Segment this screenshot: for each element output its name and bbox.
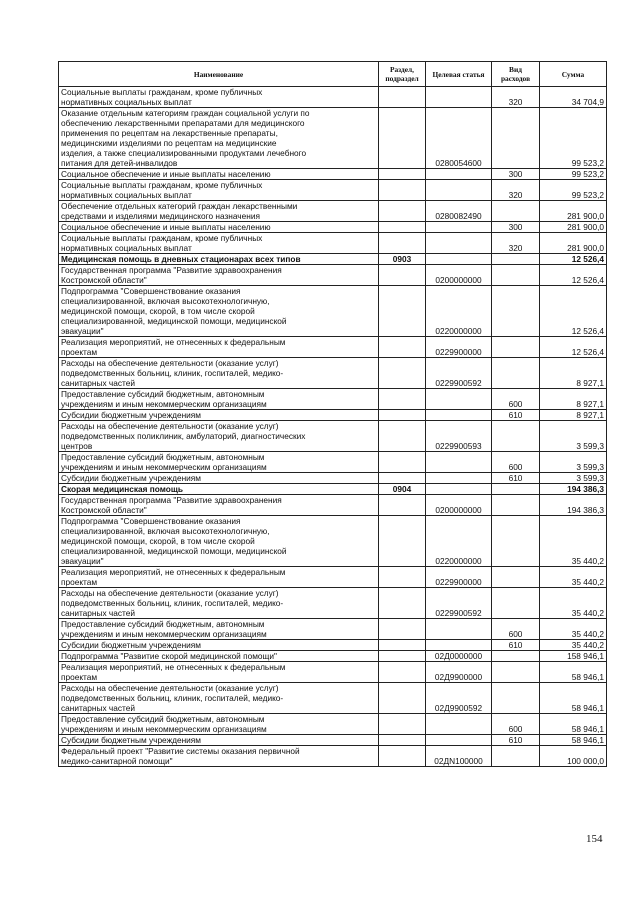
row-sum-cell: 99 523,2 (540, 169, 607, 180)
row-name-cell: Скорая медицинская помощь (59, 484, 379, 495)
row-sum-cell: 58 946,1 (540, 714, 607, 735)
row-type-cell: 600 (492, 714, 540, 735)
row-name-cell: Подпрограмма "Развитие скорой медицинской помощи" (59, 651, 379, 662)
row-name-cell: Подпрограмма "Совершенствование оказания специализированной, включая высокотехнологичную, медицинской помощи, скорой, в том числе скорой специализированной, медицинской помощи, медицинской эвакуации" (59, 286, 379, 337)
row-section-cell (379, 201, 426, 222)
table-row (59, 222, 607, 233)
row-type-cell: 300 (492, 222, 540, 233)
row-name-cell: Государственная программа "Развитие здравоохранения Костромской области" (59, 495, 379, 516)
row-sum-cell: 99 523,2 (540, 180, 607, 201)
row-section-cell (379, 683, 426, 714)
row-section-cell (379, 735, 426, 746)
row-name-cell: Субсидии бюджетным учреждениям (59, 410, 379, 421)
row-type-cell: 600 (492, 452, 540, 473)
row-article-cell (426, 735, 492, 746)
row-section-cell (379, 410, 426, 421)
row-sum-cell: 3 599,3 (540, 473, 607, 484)
row-name-cell: Реализация мероприятий, не отнесенных к федеральным проектам (59, 567, 379, 588)
row-name-cell: Расходы на обеспечение деятельности (оказание услуг) подведомственных больниц, клиник, госпиталей, медико- санитарных частей (59, 588, 379, 619)
table-row (59, 640, 607, 651)
row-sum-cell: 3 599,3 (540, 452, 607, 473)
table-header-row (59, 62, 607, 87)
row-sum-cell: 3 599,3 (540, 421, 607, 452)
row-sum-cell: 12 526,4 (540, 286, 607, 337)
row-name-cell: Предоставление субсидий бюджетным, автономным учреждениям и иным некоммерческим организациям (59, 452, 379, 473)
budget-table (58, 61, 607, 767)
table-row (59, 337, 607, 358)
table-row (59, 410, 607, 421)
row-name-cell: Субсидии бюджетным учреждениям (59, 735, 379, 746)
row-section-cell: 0904 (379, 484, 426, 495)
table-row (59, 484, 607, 495)
row-sum-cell: 12 526,4 (540, 254, 607, 265)
table-row (59, 358, 607, 389)
row-sum-cell: 12 526,4 (540, 337, 607, 358)
row-article-cell (426, 484, 492, 495)
row-type-cell: 600 (492, 389, 540, 410)
table-row (59, 683, 607, 714)
row-sum-cell: 8 927,1 (540, 358, 607, 389)
row-name-cell: Социальное обеспечение и иные выплаты населению (59, 222, 379, 233)
header-article: Целевая статья (426, 62, 492, 87)
row-name-cell: Предоставление субсидий бюджетным, автономным учреждениям и иным некоммерческим организациям (59, 714, 379, 735)
row-type-cell (492, 254, 540, 265)
row-name-cell: Расходы на обеспечение деятельности (оказание услуг) подведомственных больниц, клиник, госпиталей, медико- санитарных частей (59, 683, 379, 714)
row-section-cell (379, 337, 426, 358)
row-type-cell (492, 286, 540, 337)
row-name-cell: Социальные выплаты гражданам, кроме публичных нормативных социальных выплат (59, 180, 379, 201)
row-name-cell: Субсидии бюджетным учреждениям (59, 473, 379, 484)
table-row (59, 108, 607, 169)
row-article-cell (426, 714, 492, 735)
row-section-cell (379, 651, 426, 662)
row-sum-cell: 8 927,1 (540, 410, 607, 421)
row-name-cell: Федеральный проект "Развитие системы оказания первичной медико-санитарной помощи" (59, 746, 379, 767)
row-sum-cell: 281 900,0 (540, 201, 607, 222)
row-section-cell (379, 389, 426, 410)
table-row (59, 180, 607, 201)
row-sum-cell: 12 526,4 (540, 265, 607, 286)
table-row (59, 746, 607, 767)
row-article-cell (426, 87, 492, 108)
row-article-cell (426, 619, 492, 640)
row-article-cell: 0229900593 (426, 421, 492, 452)
row-sum-cell: 35 440,2 (540, 640, 607, 651)
table-row (59, 254, 607, 265)
row-article-cell: 0220000000 (426, 516, 492, 567)
row-section-cell (379, 640, 426, 651)
row-article-cell: 0200000000 (426, 265, 492, 286)
row-name-cell: Социальные выплаты гражданам, кроме публичных нормативных социальных выплат (59, 233, 379, 254)
header-sum: Сумма (540, 62, 607, 87)
row-sum-cell: 8 927,1 (540, 389, 607, 410)
row-type-cell (492, 484, 540, 495)
row-article-cell (426, 410, 492, 421)
row-sum-cell: 58 946,1 (540, 662, 607, 683)
row-section-cell (379, 421, 426, 452)
row-section-cell (379, 588, 426, 619)
row-type-cell (492, 265, 540, 286)
row-article-cell: 0229900000 (426, 567, 492, 588)
row-type-cell (492, 651, 540, 662)
row-type-cell: 610 (492, 410, 540, 421)
row-section-cell (379, 473, 426, 484)
row-article-cell (426, 233, 492, 254)
row-name-cell: Социальные выплаты гражданам, кроме публичных нормативных социальных выплат (59, 87, 379, 108)
row-sum-cell: 58 946,1 (540, 683, 607, 714)
row-sum-cell: 35 440,2 (540, 516, 607, 567)
row-type-cell (492, 358, 540, 389)
row-type-cell (492, 683, 540, 714)
table-row (59, 389, 607, 410)
table-row (59, 473, 607, 484)
row-type-cell: 300 (492, 169, 540, 180)
row-section-cell (379, 169, 426, 180)
row-section-cell (379, 180, 426, 201)
row-name-cell: Реализация мероприятий, не отнесенных к федеральным проектам (59, 337, 379, 358)
table-row (59, 87, 607, 108)
row-article-cell (426, 640, 492, 651)
row-section-cell (379, 452, 426, 473)
row-sum-cell: 99 523,2 (540, 108, 607, 169)
row-type-cell: 610 (492, 473, 540, 484)
row-article-cell: 0220000000 (426, 286, 492, 337)
row-sum-cell: 34 704,9 (540, 87, 607, 108)
table-body (59, 87, 607, 767)
row-type-cell: 600 (492, 619, 540, 640)
row-type-cell: 610 (492, 640, 540, 651)
row-name-cell: Субсидии бюджетным учреждениям (59, 640, 379, 651)
row-section-cell (379, 265, 426, 286)
row-section-cell (379, 222, 426, 233)
row-type-cell (492, 108, 540, 169)
row-type-cell: 320 (492, 87, 540, 108)
header-section: Раздел, подраздел (379, 62, 426, 87)
row-name-cell: Предоставление субсидий бюджетным, автономным учреждениям и иным некоммерческим организациям (59, 389, 379, 410)
row-type-cell (492, 421, 540, 452)
row-section-cell (379, 87, 426, 108)
row-name-cell: Социальное обеспечение и иные выплаты населению (59, 169, 379, 180)
table-row (59, 495, 607, 516)
row-name-cell: Оказание отдельным категориям граждан социальной услуги по обеспечению лекарственными препаратами для медицинского применения по рецептам на лекарственные препараты, медицинскими изделиями по рецептам на медицинские изделия, а также специализированными продуктами лечебного питания для детей-инвалидов (59, 108, 379, 169)
row-article-cell (426, 169, 492, 180)
row-name-cell: Расходы на обеспечение деятельности (оказание услуг) подведомственных больниц, клиник, госпиталей, медико- санитарных частей (59, 358, 379, 389)
row-type-cell (492, 495, 540, 516)
row-section-cell (379, 567, 426, 588)
row-sum-cell: 35 440,2 (540, 619, 607, 640)
table-row (59, 651, 607, 662)
table-row (59, 286, 607, 337)
row-type-cell (492, 662, 540, 683)
table-row (59, 735, 607, 746)
table-row (59, 662, 607, 683)
row-article-cell: 02ДN100000 (426, 746, 492, 767)
row-article-cell (426, 389, 492, 410)
row-section-cell: 0903 (379, 254, 426, 265)
row-article-cell: 0280054600 (426, 108, 492, 169)
row-section-cell (379, 233, 426, 254)
row-section-cell (379, 495, 426, 516)
row-sum-cell: 194 386,3 (540, 484, 607, 495)
row-article-cell: 02Д0000000 (426, 651, 492, 662)
row-type-cell (492, 516, 540, 567)
row-type-cell: 610 (492, 735, 540, 746)
row-article-cell: 0200000000 (426, 495, 492, 516)
row-article-cell (426, 452, 492, 473)
row-section-cell (379, 286, 426, 337)
row-article-cell (426, 180, 492, 201)
row-article-cell (426, 254, 492, 265)
row-article-cell: 02Д9900592 (426, 683, 492, 714)
row-section-cell (379, 516, 426, 567)
row-section-cell (379, 662, 426, 683)
table-row (59, 421, 607, 452)
row-type-cell (492, 588, 540, 619)
row-name-cell: Обеспечение отдельных категорий граждан лекарственными средствами и изделиями медицинского назначения (59, 201, 379, 222)
row-sum-cell: 58 946,1 (540, 735, 607, 746)
table-row (59, 516, 607, 567)
row-section-cell (379, 619, 426, 640)
row-sum-cell: 100 000,0 (540, 746, 607, 767)
row-article-cell: 0229900592 (426, 588, 492, 619)
table-row (59, 452, 607, 473)
table-row (59, 714, 607, 735)
table-row (59, 619, 607, 640)
row-sum-cell: 281 900,0 (540, 233, 607, 254)
row-section-cell (379, 358, 426, 389)
row-article-cell: 0280082490 (426, 201, 492, 222)
row-section-cell (379, 714, 426, 735)
row-name-cell: Государственная программа "Развитие здравоохранения Костромской области" (59, 265, 379, 286)
row-article-cell (426, 222, 492, 233)
page-number: 154 (586, 833, 603, 845)
row-name-cell: Предоставление субсидий бюджетным, автономным учреждениям и иным некоммерческим организациям (59, 619, 379, 640)
row-section-cell (379, 746, 426, 767)
row-name-cell: Медицинская помощь в дневных стационарах всех типов (59, 254, 379, 265)
row-type-cell: 320 (492, 233, 540, 254)
row-sum-cell: 35 440,2 (540, 588, 607, 619)
row-sum-cell: 194 386,3 (540, 495, 607, 516)
table-row (59, 265, 607, 286)
row-article-cell: 0229900592 (426, 358, 492, 389)
row-section-cell (379, 108, 426, 169)
row-type-cell (492, 337, 540, 358)
row-sum-cell: 158 946,1 (540, 651, 607, 662)
row-article-cell: 02Д9900000 (426, 662, 492, 683)
row-name-cell: Расходы на обеспечение деятельности (оказание услуг) подведомственных поликлиник, амбулаторий, диагностических центров (59, 421, 379, 452)
header-name: Наименование (59, 62, 379, 87)
row-type-cell: 320 (492, 180, 540, 201)
row-name-cell: Подпрограмма "Совершенствование оказания специализированной, включая высокотехнологичную, медицинской помощи, скорой, в том числе скорой специализированной, медицинской помощи, медицинской эвакуации" (59, 516, 379, 567)
table-row (59, 169, 607, 180)
row-type-cell (492, 201, 540, 222)
header-expense-type: Вид расходов (492, 62, 540, 87)
table-row (59, 233, 607, 254)
row-type-cell (492, 567, 540, 588)
table-row (59, 588, 607, 619)
row-article-cell (426, 473, 492, 484)
row-sum-cell: 281 900,0 (540, 222, 607, 233)
table-row (59, 567, 607, 588)
table-row (59, 201, 607, 222)
row-article-cell: 0229900000 (426, 337, 492, 358)
row-sum-cell: 35 440,2 (540, 567, 607, 588)
row-type-cell (492, 746, 540, 767)
row-name-cell: Реализация мероприятий, не отнесенных к федеральным проектам (59, 662, 379, 683)
